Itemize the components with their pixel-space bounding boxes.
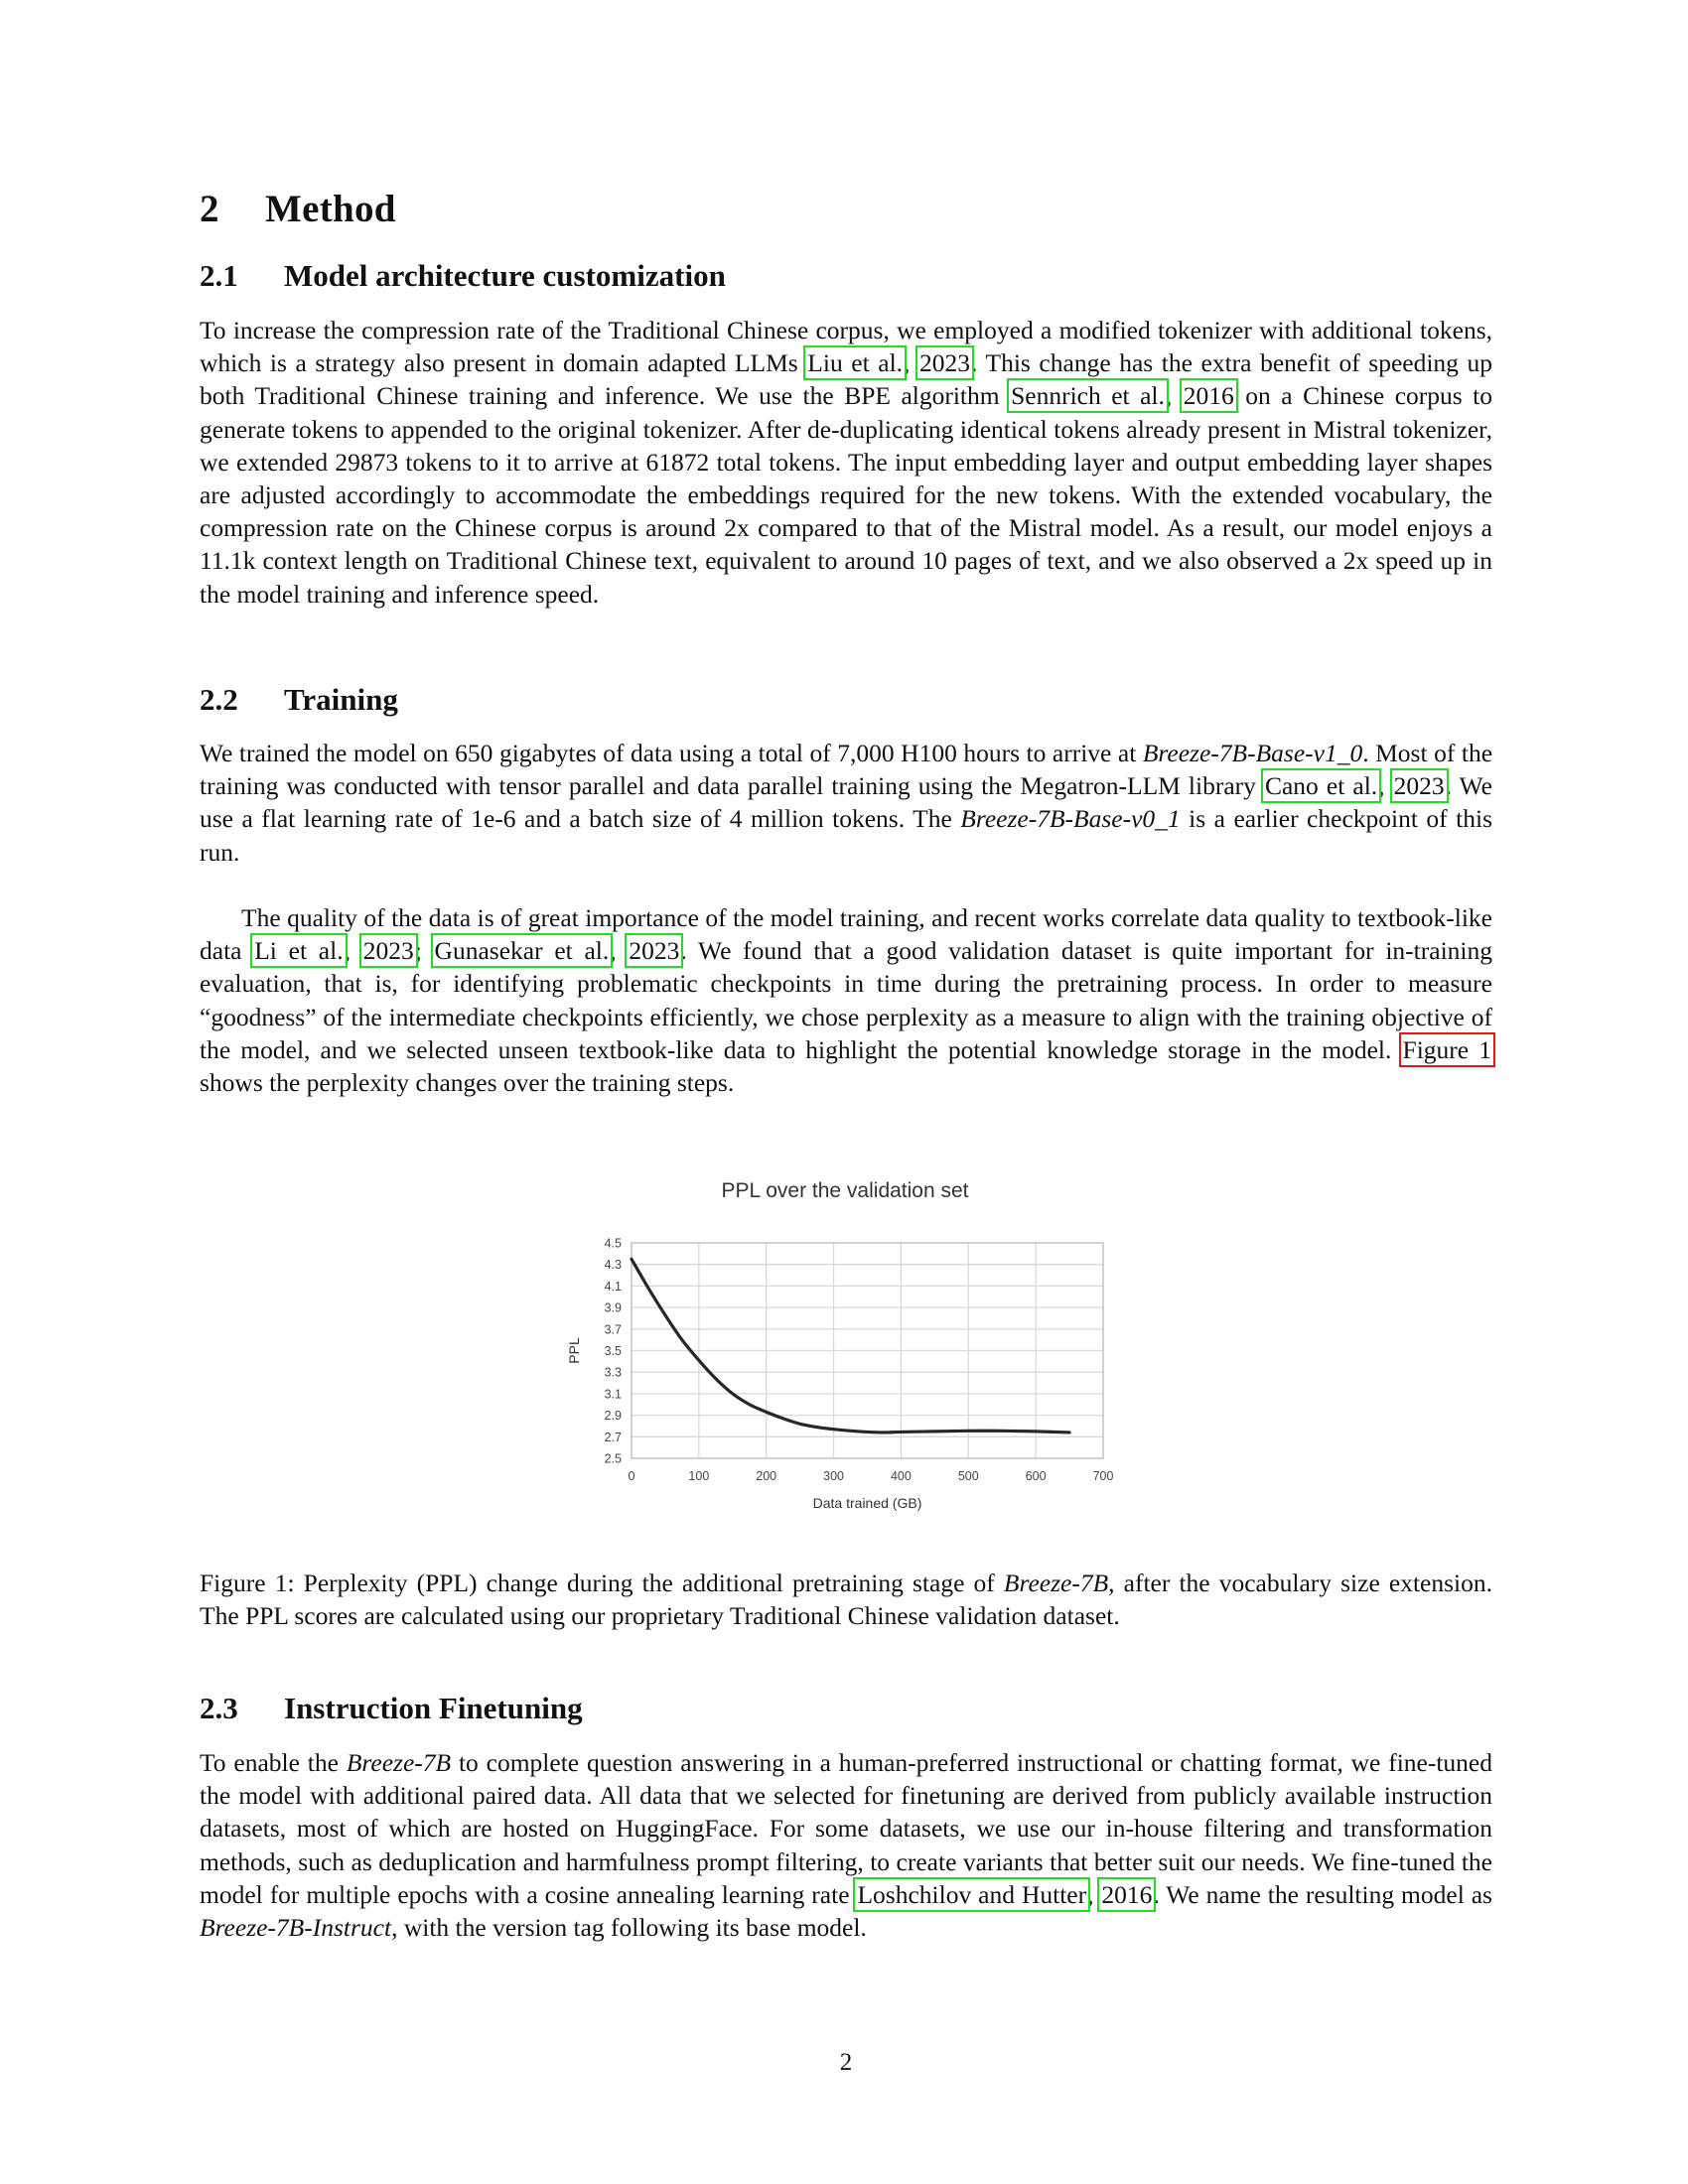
x-tick-label: 200 [756, 1469, 777, 1483]
x-axis-label: Data trained (GB) [812, 1495, 922, 1511]
citation-link[interactable]: Cano et al. [1264, 771, 1378, 801]
subsection-title: Model architecture customization [284, 258, 726, 293]
model-name: Breeze-7B [346, 1748, 452, 1777]
subsection-heading-2-2 [200, 682, 398, 718]
citation-link[interactable]: Li et al. [254, 936, 344, 966]
model-name: Breeze-7B-Base-v1_0 [1142, 739, 1363, 767]
chart-title: PPL over the validation set [721, 1179, 969, 1202]
x-tick-label: 700 [1092, 1469, 1114, 1483]
model-name: Breeze-7B-Base-v0_1 [960, 804, 1181, 834]
y-axis-label: PPL [566, 1337, 582, 1364]
x-tick-label: 100 [688, 1469, 710, 1483]
citation-link[interactable]: 2016 [1183, 381, 1234, 411]
citation-link[interactable]: 2016 [1101, 1879, 1153, 1909]
x-tick-label: 400 [890, 1469, 912, 1483]
paragraph: To increase the compression rate of the Traditional Chinese corpus, we employed a modified tokenizer with additional tokens, which is a strategy also present in domain adapted LLMs Liu et al., 2023. This change has the extra benefit of speeding up both Traditional Chinese training and inference. We use the BPE algorithm Sennrich et al., 2016 on a Chinese corpus to generate tokens to appended to the original tokenizer. After de-duplicating identical tokens already present in Mistral tokenizer, we extended 29873 tokens to it to arrive at 61872 total tokens. The input embedding layer and output embedding layer shapes are adjusted accordingly to accommodate the embeddings required for the new tokens. With the extended vocabulary, the compression rate on the Chinese corpus is around 2x compared to that of the Mistral model. As a result, our model enjoys a 11.1k context length on Traditional Chinese text, equivalent to around 10 pages of text, and we also observed a 2x speed up in the model training and inference speed. [200, 316, 1493, 609]
figure-1-chart [537, 1179, 1153, 1517]
paragraph: The quality of the data is of great importance of the model training, and recent works correlate data quality to textbook-like data Li et al., 2023; Gunasekar et al., 2023. We found that a good validation dataset is quite important for in-training evaluation, that is, for identifying problematic checkpoints in time during the pretraining process. In order to measure “goodness” of the intermediate checkpoints efficiently, we chose perplexity as a measure to align with the training objective of the model, and we selected unseen textbook-like data to highlight the potential knowledge storage in the model. Figure 1 shows the perplexity changes over the training steps. [200, 903, 1492, 1098]
page-number: 2 [839, 2049, 853, 2076]
y-tick-label: 4.3 [604, 1258, 622, 1273]
citation-link[interactable]: 2023 [1393, 771, 1445, 801]
paragraph: To enable the Breeze-7B to complete question answering in a human-preferred instructional or chatting format, we fine-tuned the model with additional paired data. All data that we selected for finetuning are derived from publicly available instruction datasets, most of which are hosted on HuggingFace. For some datasets, we use our in-house filtering and transformation methods, such as deduplication and harmfulness prompt filtering, to create variants that better suit our needs. We fine-tuned the model for multiple epochs with a cosine annealing learning rate Loshchilov and Hutter, 2016. We name the resulting model as Breeze-7B-Instruct, with the version tag following its base model. [200, 1748, 1492, 1943]
citation-link[interactable]: 2023 [362, 936, 414, 966]
y-tick-label: 2.9 [604, 1409, 622, 1424]
y-tick-label: 3.3 [604, 1365, 622, 1380]
paragraph: We trained the model on 650 gigabytes of data using a total of 7,000 H100 hours to arrive at Breeze-7B-Base-v1_0. Most of the training was conducted with tensor parallel and data parallel training using the Megatron-LLM library Cano et al., 2023. We use a flat learning rate of 1e-6 and a batch size of 4 million tokens. The Breeze-7B-Base-v0_1 is a earlier checkpoint of this run. [200, 739, 1493, 867]
subsection-heading-2-3 [200, 1691, 583, 1726]
citation-link[interactable]: Gunasekar et al. [434, 936, 610, 966]
figure-ref-link[interactable]: Figure 1 [1402, 1034, 1492, 1064]
y-tick-label: 4.1 [604, 1279, 622, 1294]
subsection-number: 2.3 [200, 1691, 238, 1725]
citation-link[interactable]: Liu et al. [807, 348, 904, 378]
y-tick-label: 2.5 [604, 1451, 622, 1466]
section-heading [200, 187, 396, 231]
y-tick-label: 4.5 [604, 1236, 622, 1251]
citation-link[interactable]: 2023 [629, 936, 680, 966]
y-tick-label: 3.9 [604, 1300, 622, 1315]
x-tick-label: 600 [1025, 1469, 1047, 1483]
section-title: Method [265, 188, 396, 230]
x-tick-label: 0 [628, 1469, 635, 1483]
section-number: 2 [200, 188, 219, 230]
y-tick-label: 2.7 [604, 1430, 622, 1444]
figure-caption: Figure 1: Perplexity (PPL) change during the additional pretraining stage of Breeze-7B, after the vocabulary size extension. The PPL scores are calculated using our proprietary Traditional Chinese validation dataset. [200, 1569, 1492, 1631]
model-name: Breeze-7B [1003, 1569, 1109, 1597]
ppl-line-chart [537, 1179, 1153, 1517]
y-tick-label: 3.7 [604, 1322, 622, 1337]
x-tick-label: 500 [957, 1469, 979, 1483]
x-tick-label: 300 [823, 1469, 845, 1483]
ppl-series-line [632, 1259, 1069, 1433]
citation-link[interactable]: 2023 [919, 348, 971, 378]
model-name: Breeze-7B-Instruct [200, 1913, 392, 1943]
subsection-title: Training [284, 682, 398, 717]
subsection-title: Instruction Finetuning [284, 1691, 583, 1725]
citation-link[interactable]: Loshchilov and Hutter [857, 1879, 1087, 1909]
citation-link[interactable]: Sennrich et al. [1011, 381, 1165, 411]
subsection-number: 2.1 [200, 258, 238, 293]
subsection-number: 2.2 [200, 682, 238, 717]
subsection-heading-2-1 [200, 258, 726, 294]
y-tick-label: 3.1 [604, 1387, 622, 1402]
y-tick-label: 3.5 [604, 1344, 622, 1358]
